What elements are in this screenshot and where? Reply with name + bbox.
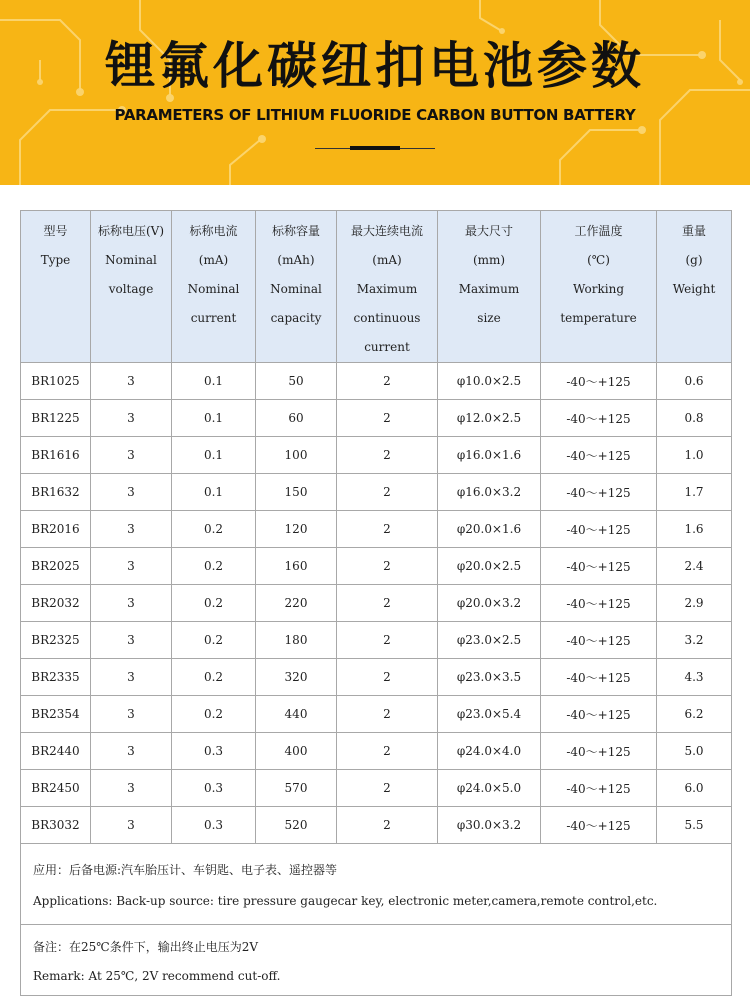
table-cell: φ20.0×2.5 xyxy=(438,548,541,585)
table-cell: 520 xyxy=(256,807,337,844)
table-cell: 2 xyxy=(337,474,438,511)
table-cell: 2 xyxy=(337,400,438,437)
table-cell: -40～+125 xyxy=(541,622,657,659)
table-cell: φ24.0×5.0 xyxy=(438,770,541,807)
table-cell: 3 xyxy=(91,659,172,696)
table-row xyxy=(21,400,732,437)
header-line: 工作温度 xyxy=(574,224,623,238)
table-cell: 0.3 xyxy=(172,807,256,844)
table-row xyxy=(21,474,732,511)
header-line: size xyxy=(477,311,501,325)
table-cell: 0.2 xyxy=(172,585,256,622)
table-row xyxy=(21,696,732,733)
header-nominal-voltage xyxy=(91,211,172,363)
table-cell: φ20.0×3.2 xyxy=(438,585,541,622)
table-cell: 440 xyxy=(256,696,337,733)
table-cell: 0.2 xyxy=(172,511,256,548)
table-cell: BR2335 xyxy=(21,659,91,696)
table-cell: 0.1 xyxy=(172,437,256,474)
header-line: Nominal xyxy=(105,253,157,267)
table-cell: 3.2 xyxy=(657,622,732,659)
header-line: Type xyxy=(40,253,71,267)
table-cell: -40～+125 xyxy=(541,585,657,622)
table-cell: φ16.0×3.2 xyxy=(438,474,541,511)
table-cell: 4.3 xyxy=(657,659,732,696)
table-cell: -40～+125 xyxy=(541,400,657,437)
table-cell: φ23.0×3.5 xyxy=(438,659,541,696)
table-cell: 2 xyxy=(337,511,438,548)
table-cell: φ30.0×3.2 xyxy=(438,807,541,844)
header-weight xyxy=(657,211,732,363)
table-cell: 120 xyxy=(256,511,337,548)
table-cell: 2 xyxy=(337,363,438,400)
table-cell: 3 xyxy=(91,474,172,511)
header-line: capacity xyxy=(270,311,322,325)
table-cell: 3 xyxy=(91,363,172,400)
battery-parameters-table xyxy=(20,210,732,996)
table-cell: 0.8 xyxy=(657,400,732,437)
header-line: (℃) xyxy=(587,253,610,267)
header-line: Nominal xyxy=(187,282,240,296)
header-line: current xyxy=(190,311,237,325)
table-cell: -40～+125 xyxy=(541,733,657,770)
table-row xyxy=(21,770,732,807)
header-working-temperature xyxy=(541,211,657,363)
table-cell: 3 xyxy=(91,585,172,622)
table-cell: 320 xyxy=(256,659,337,696)
table-cell: 100 xyxy=(256,437,337,474)
table-cell: 2 xyxy=(337,437,438,474)
table-cell: 2 xyxy=(337,807,438,844)
table-cell: 0.6 xyxy=(657,363,732,400)
table-cell: 3 xyxy=(91,400,172,437)
header-line: 最大尺寸 xyxy=(464,224,513,238)
table-cell: φ16.0×1.6 xyxy=(438,437,541,474)
header-line: (mAh) xyxy=(277,253,315,267)
table-cell: 0.2 xyxy=(172,659,256,696)
header-line: 标称电流 xyxy=(189,224,238,238)
header-line: Maximum xyxy=(356,282,418,296)
table-cell: -40～+125 xyxy=(541,548,657,585)
table-cell: φ10.0×2.5 xyxy=(438,363,541,400)
table-cell: φ20.0×1.6 xyxy=(438,511,541,548)
table-cell: φ23.0×2.5 xyxy=(438,622,541,659)
table-cell: 2 xyxy=(337,622,438,659)
table-cell: BR2440 xyxy=(21,733,91,770)
table-cell: BR2032 xyxy=(21,585,91,622)
table-cell: 0.1 xyxy=(172,474,256,511)
table-cell: 2 xyxy=(337,733,438,770)
header-line: 重量 xyxy=(681,224,706,238)
table-cell: 2 xyxy=(337,585,438,622)
table-cell: BR1025 xyxy=(21,363,91,400)
applications-text-en: Applications: Back-up source: tire pressure gaugecar key, electronic meter,camera,remote control,etc. xyxy=(33,893,658,908)
table-cell: 160 xyxy=(256,548,337,585)
table-cell: 2 xyxy=(337,696,438,733)
header-line: (mm) xyxy=(472,253,506,267)
header-line: 标称电压(V) xyxy=(97,224,165,238)
table-cell: φ24.0×4.0 xyxy=(438,733,541,770)
table-cell: 2.4 xyxy=(657,548,732,585)
table-cell: 2 xyxy=(337,770,438,807)
table-cell: 3 xyxy=(91,548,172,585)
header-line: (mA) xyxy=(372,253,402,267)
table-cell: 1.0 xyxy=(657,437,732,474)
table-row xyxy=(21,622,732,659)
header-banner xyxy=(0,0,750,185)
header-line: continuous xyxy=(353,311,421,325)
header-line: Nominal xyxy=(270,282,322,296)
table-cell: 3 xyxy=(91,770,172,807)
title-underline-accent xyxy=(350,146,400,150)
table-cell: 3 xyxy=(91,622,172,659)
table-cell: 0.1 xyxy=(172,400,256,437)
table-cell: 0.3 xyxy=(172,770,256,807)
table-header-row xyxy=(21,211,732,363)
header-line: 标称容量 xyxy=(271,224,320,238)
applications-cell xyxy=(21,844,732,925)
table-cell: 3 xyxy=(91,696,172,733)
table-row xyxy=(21,511,732,548)
table-cell: BR3032 xyxy=(21,807,91,844)
table-cell: 3 xyxy=(91,511,172,548)
table-cell: 1.6 xyxy=(657,511,732,548)
remark-row xyxy=(21,925,732,996)
header-nominal-current xyxy=(172,211,256,363)
table-cell: 5.0 xyxy=(657,733,732,770)
header-nominal-capacity xyxy=(256,211,337,363)
table-body xyxy=(21,363,732,844)
header-line: Working xyxy=(573,282,624,296)
header-line: Weight xyxy=(672,282,716,296)
table-cell: 1.7 xyxy=(657,474,732,511)
remark-text-cn: 备注：在25℃条件下，输出终止电压为2V xyxy=(33,939,258,954)
table-cell: 570 xyxy=(256,770,337,807)
table-cell: 5.5 xyxy=(657,807,732,844)
header-line: (g) xyxy=(685,253,703,267)
table-row xyxy=(21,363,732,400)
table-cell: 0.2 xyxy=(172,696,256,733)
table-cell: BR1616 xyxy=(21,437,91,474)
table-row xyxy=(21,548,732,585)
header-max-continuous-current xyxy=(337,211,438,363)
table-cell: 2.9 xyxy=(657,585,732,622)
table-cell: φ12.0×2.5 xyxy=(438,400,541,437)
header-line: 型号 xyxy=(43,224,68,238)
table-cell: 220 xyxy=(256,585,337,622)
remark-text-en: Remark: At 25℃, 2V recommend cut-off. xyxy=(33,968,281,983)
table-cell: 0.2 xyxy=(172,622,256,659)
table-cell: 6.2 xyxy=(657,696,732,733)
table-cell: 400 xyxy=(256,733,337,770)
table-cell: -40～+125 xyxy=(541,474,657,511)
table-cell: -40～+125 xyxy=(541,659,657,696)
table-cell: 3 xyxy=(91,733,172,770)
table-cell: 180 xyxy=(256,622,337,659)
remark-cell xyxy=(21,925,732,996)
table-cell: BR2354 xyxy=(21,696,91,733)
header-line: 最大连续电流 xyxy=(350,224,423,238)
table-cell: -40～+125 xyxy=(541,807,657,844)
table-cell: -40～+125 xyxy=(541,437,657,474)
table-cell: 2 xyxy=(337,548,438,585)
table-cell: 0.1 xyxy=(172,363,256,400)
table-cell: 0.3 xyxy=(172,733,256,770)
table-cell: BR2325 xyxy=(21,622,91,659)
header-line: temperature xyxy=(560,311,637,325)
applications-text-cn: 应用：后备电源:汽车胎压计、车钥匙、电子表、遥控器等 xyxy=(33,862,338,877)
table-cell: -40～+125 xyxy=(541,511,657,548)
table-cell: φ23.0×5.4 xyxy=(438,696,541,733)
table-cell: 6.0 xyxy=(657,770,732,807)
table-cell: 3 xyxy=(91,807,172,844)
table-cell: 50 xyxy=(256,363,337,400)
table-cell: BR2025 xyxy=(21,548,91,585)
page-title-english: PARAMETERS OF LITHIUM FLUORIDE CARBON BUTTON BATTERY xyxy=(114,106,636,124)
header-line: voltage xyxy=(108,282,154,296)
table-row xyxy=(21,807,732,844)
table-row xyxy=(21,585,732,622)
table-cell: -40～+125 xyxy=(541,770,657,807)
table-row xyxy=(21,437,732,474)
table-row xyxy=(21,733,732,770)
header-type xyxy=(21,211,91,363)
table-cell: BR1632 xyxy=(21,474,91,511)
header-max-size xyxy=(438,211,541,363)
header-line: (mA) xyxy=(198,253,229,267)
table-cell: -40～+125 xyxy=(541,696,657,733)
table-row xyxy=(21,659,732,696)
applications-row xyxy=(21,844,732,925)
table-cell: 2 xyxy=(337,659,438,696)
header-line: current xyxy=(364,340,410,354)
table-cell: 3 xyxy=(91,437,172,474)
table-cell: BR1225 xyxy=(21,400,91,437)
page-title-chinese: 锂氟化碳纽扣电池参数 xyxy=(105,37,645,95)
table-cell: 150 xyxy=(256,474,337,511)
table-cell: 60 xyxy=(256,400,337,437)
table-cell: BR2450 xyxy=(21,770,91,807)
table-cell: -40～+125 xyxy=(541,363,657,400)
header-line: Maximum xyxy=(458,282,520,296)
table-cell: BR2016 xyxy=(21,511,91,548)
table-cell: 0.2 xyxy=(172,548,256,585)
